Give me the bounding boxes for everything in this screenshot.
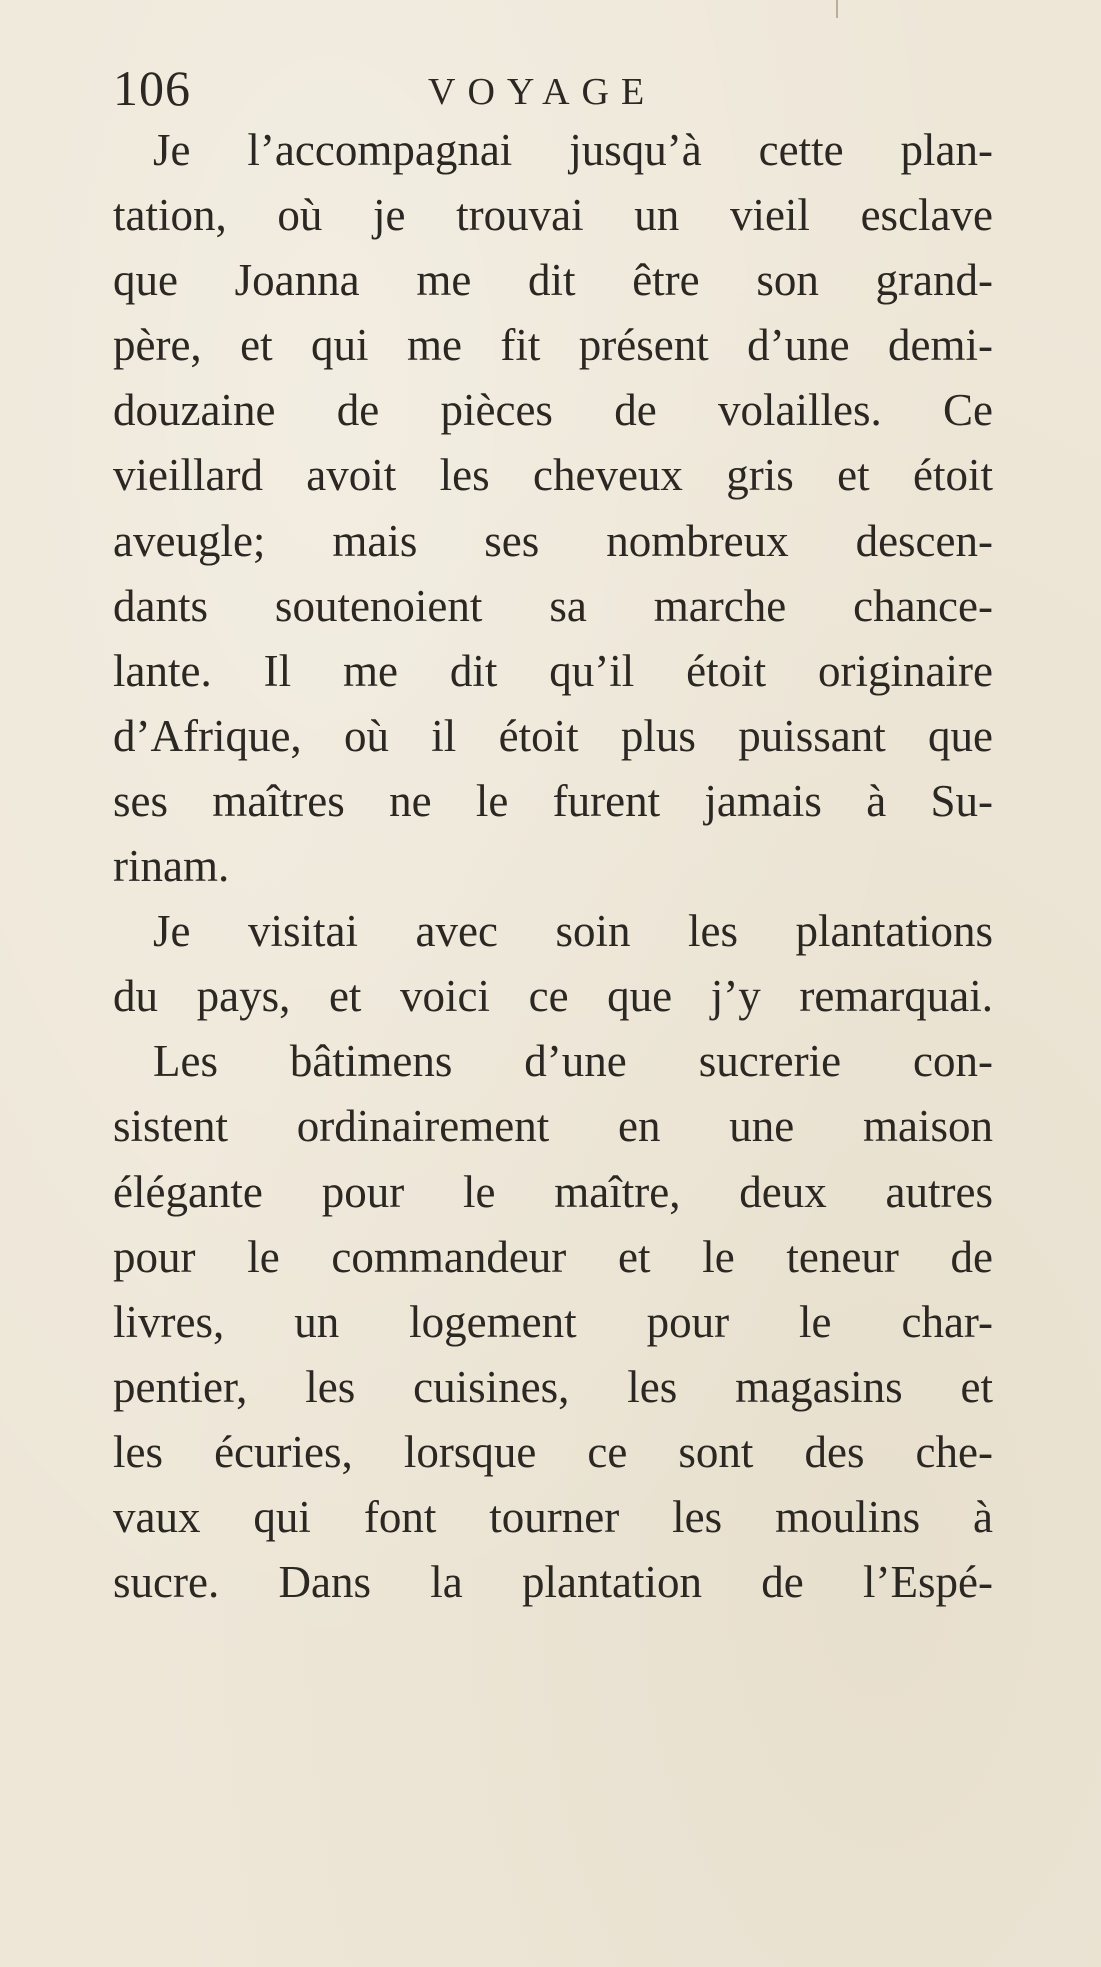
- page-number: 106: [113, 60, 191, 116]
- text-line: tation, où je trouvai un vieil esclave: [113, 190, 993, 241]
- text-line: Je visitai avec soin les plantations: [153, 906, 993, 957]
- page-header: [113, 58, 993, 118]
- text-line: douzaine de pièces de volailles. Ce: [113, 385, 993, 436]
- page-edge-mark: [836, 0, 838, 18]
- text-line: ses maîtres ne le furent jamais à Su-: [113, 775, 993, 826]
- text-line: les écuries, lorsque ce sont des che-: [113, 1426, 993, 1477]
- text-line: sistent ordinairement en une maison: [113, 1101, 993, 1152]
- text-line: rinam.: [113, 841, 230, 892]
- text-line: Les bâtimens d’une sucrerie con-: [153, 1036, 993, 1087]
- text-line: que Joanna me dit être son grand-: [113, 255, 993, 306]
- text-line: livres, un logement pour le char-: [113, 1296, 993, 1347]
- text-line: du pays, et voici ce que j’y remarquai.: [113, 971, 993, 1022]
- text-line: pour le commandeur et le teneur de: [113, 1231, 993, 1282]
- text-line: Je l’accompagnai jusqu’à cette plan-: [153, 125, 993, 175]
- text-line: aveugle; mais ses nombreux descen-: [113, 515, 993, 566]
- text-line: vaux qui font tourner les moulins à: [113, 1491, 993, 1542]
- text-line: vieillard avoit les cheveux gris et étoit: [113, 450, 993, 501]
- body-text: [113, 118, 993, 1615]
- text-line: d’Afrique, où il étoit plus puissant que: [113, 710, 993, 761]
- text-line: père, et qui me fit présent d’une demi-: [113, 320, 993, 371]
- text-line: dants soutenoient sa marche chance-: [113, 580, 993, 631]
- running-head: VOYAGE: [428, 71, 657, 113]
- text-line: pentier, les cuisines, les magasins et: [113, 1361, 993, 1412]
- text-line: lante. Il me dit qu’il étoit originaire: [113, 645, 993, 696]
- text-line: élégante pour le maître, deux autres: [113, 1166, 993, 1217]
- text-line: sucre. Dans la plantation de l’Espé-: [113, 1557, 993, 1608]
